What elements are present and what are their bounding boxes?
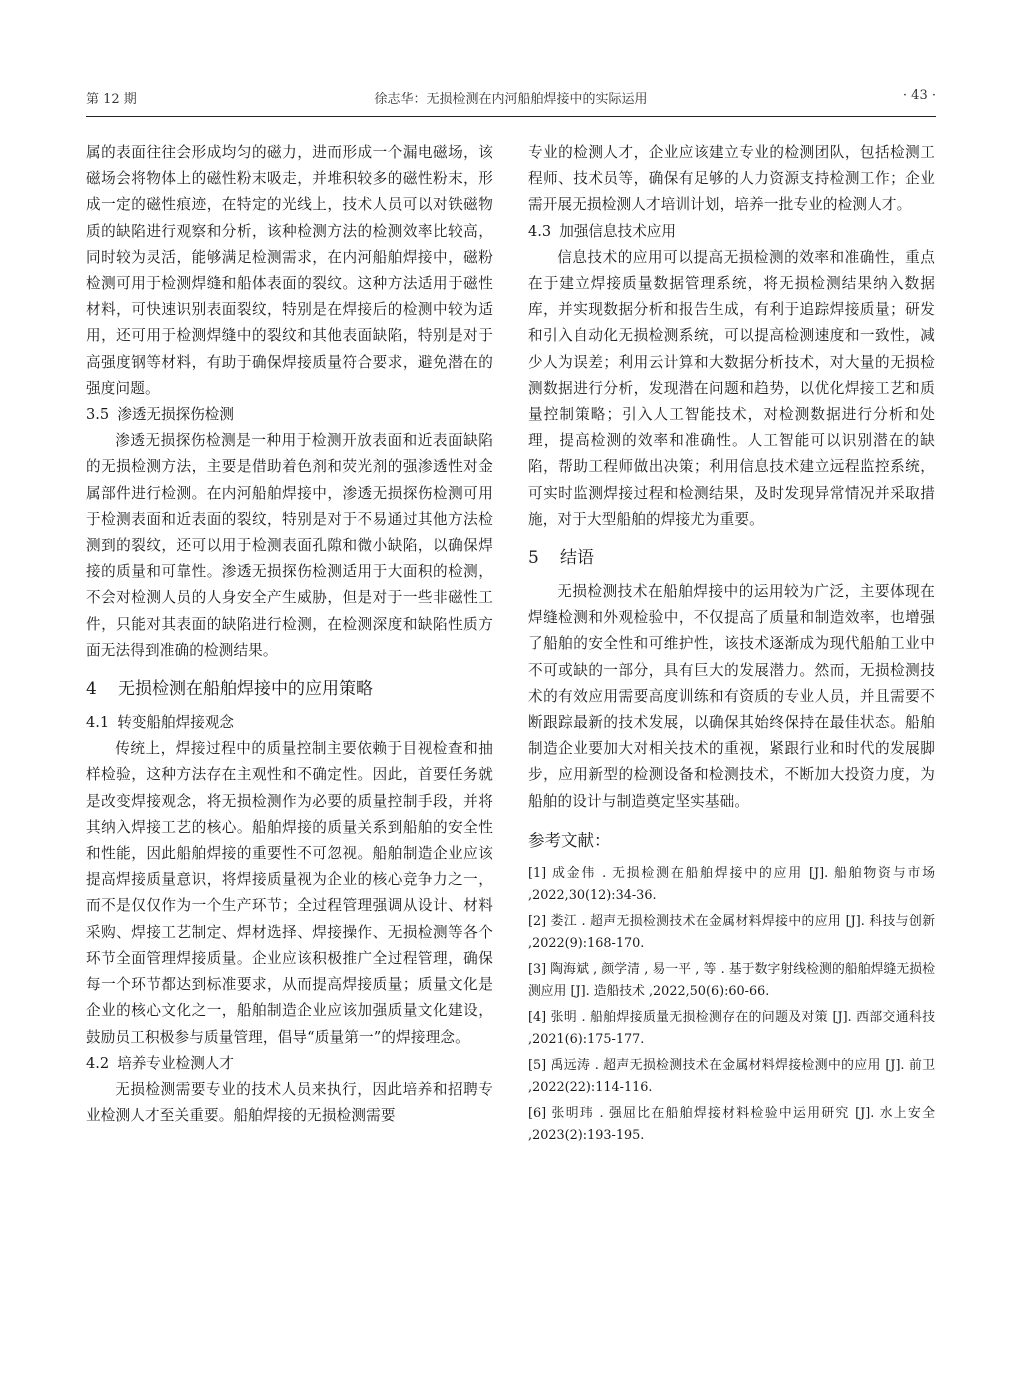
section-number: 4.1 <box>86 714 110 732</box>
section-title: 培养专业检测人才 <box>117 1054 234 1072</box>
section-number: 4.2 <box>86 1054 110 1072</box>
paragraph-penetrant: 渗透无损探伤检测是一种用于检测开放表面和近表面缺陷的无损检测方法，主要是借助着色剂和荧光剂的强渗透性对金属部件进行检测。在内河船舶焊接中，渗透无损探伤检测可用于检测表面和近表面的裂纹，特别是对于不易通过其他方法检测到的裂纹，还可以用于检测表面孔隙和微小缺陷，以确保焊接的质量和可靠性。渗透无损探伤检测适用于大面积的检测，不会对检测人员的人身安全产生威胁，但是对于一些非磁性工件，只能对其表面的缺陷进行检测，在检测深度和缺陷性质方面无法得到准确的检测结果。 <box>86 432 493 659</box>
section-title: 转变船舶焊接观念 <box>117 714 234 732</box>
reference-item: [5] 禹远涛 . 超声无损检测技术在金属材料焊接检测中的应用 [J]. 前卫 ,2022(22):114-116. <box>528 1057 935 1096</box>
section-4-3-heading <box>528 219 935 245</box>
references-heading: 参考文献： <box>528 830 611 850</box>
section-number: 4.3 <box>528 222 552 240</box>
section-number: 3.5 <box>86 406 110 424</box>
reference-item: [2] 娄江 . 超声无损检测技术在金属材料焊接中的应用 [J]. 科技与创新 ,2022(9):168-170. <box>528 913 935 952</box>
paragraph-talent-continued: 专业的检测人才，企业应该建立专业的检测团队，包括检测工程师、技术员等，确保有足够的人力资源支持检测工作；企业需开展无损检测人才培训计划，培养一批专业的检测人才。 <box>528 144 935 214</box>
paragraph-welding-concept: 传统上，焊接过程中的质量控制主要依赖于目视检查和抽样检验，这种方法存在主观性和不确定性。因此，首要任务就是改变焊接观念，将无损检测作为必要的质量控制手段，并将其纳入焊接工艺的核心。船舶焊接的质量关系到船舶的安全性和性能，因此船舶焊接的重要性不可忽视。船舶制造企业应该提高焊接质量意识，将焊接质量视为企业的核心竞争力之一，而不是仅仅作为一个生产环节；全过程管理强调从设计、材料采购、焊接工艺制定、焊材选择、焊接操作、无损检测等各个环节全面管理焊接质量。企业应该积极推广全过程管理，确保每一个环节都达到标准要求，从而提高焊接质量；质量文化是企业的核心文化之一，船舶制造企业应该加强质量文化建设，鼓励员工积极参与质量管理，倡导“质量第一”的焊接理念。 <box>86 740 493 1046</box>
reference-item: [6] 张明玮 . 强屈比在船舶焊接材料检验中运用研究 [J]. 水上安全 ,2023(2):193-195. <box>528 1105 935 1144</box>
paragraph-conclusion: 无损检测技术在船舶焊接中的运用较为广泛，主要体现在焊缝检测和外观检验中，不仅提高了质量和制造效率，也增强了船舶的安全性和可维护性，该技术逐渐成为现代船舶工业中不可或缺的一部分，具有巨大的发展潜力。然而，无损检测技术的有效应用需要高度训练和有资质的专业人员，并且需要不断跟踪最新的技术发展，以确保其始终保持在最佳状态。船舶制造企业要加大对相关技术的重视，紧跟行业和时代的发展脚步，应用新型的检测设备和检测技术，不断加大投资力度，为船舶的设计与制造奠定坚实基础。 <box>528 583 935 810</box>
section-title: 加强信息技术应用 <box>559 222 676 240</box>
section-number: 5 <box>528 548 539 569</box>
paragraph-magnetic-continued: 属的表面往往会形成均匀的磁力，进而形成一个漏电磁场，该磁场会将物体上的磁性粉末吸走，并堆积较多的磁性粉末，形成一定的磁性痕迹，在特定的光线上，技术人员可以对铁磁物质的缺陷进行观察和分析，该种检测方法的检测效率比较高，同时较为灵活，能够满足检测需求，在内河船舶焊接中，磁粉检测可用于检测焊缝和船体表面的裂纹。这种方法适用于磁性材料，可快速识别表面裂纹，特别是在焊接后的检测中较为适用，还可用于检测焊缝中的裂纹和其他表面缺陷，特别是对于高强度钢等材料，有助于确保焊接质量符合要求，避免潜在的强度问题。 <box>86 144 493 397</box>
reference-item: [4] 张明 . 船舶焊接质量无损检测存在的问题及对策 [J]. 西部交通科技 ,2021(6):175-177. <box>528 1009 935 1048</box>
article-running-title: 徐志华：无损检测在内河船舶焊接中的实际运用 <box>374 92 648 107</box>
section-4-heading <box>86 674 493 704</box>
right-column <box>528 140 935 1151</box>
section-title: 渗透无损探伤检测 <box>117 406 234 424</box>
section-4-1-heading <box>86 710 493 736</box>
section-title: 无损检测在船舶焊接中的应用策略 <box>118 679 373 700</box>
section-4-2-heading <box>86 1051 493 1077</box>
running-header <box>86 88 936 110</box>
paragraph-talent-start: 无损检测需要专业的技术人员来执行，因此培养和招聘专业检测人才至关重要。船舶焊接的无损检测需要 <box>86 1080 493 1125</box>
issue-number: 第 12 期 <box>86 92 137 107</box>
section-title: 结语 <box>560 548 594 569</box>
reference-item: [3] 陶海斌 , 颜学清 , 易一平 , 等 . 基于数字射线检测的船舶焊缝无损检测应用 [J]. 造船技术 ,2022,50(6):60-66. <box>528 961 935 1000</box>
page-number: · 43 · <box>902 88 936 103</box>
section-number: 4 <box>86 679 97 700</box>
reference-item: [1] 成金伟 . 无损检测在船舶焊接中的应用 [J]. 船舶物资与市场 ,2022,30(12):34-36. <box>528 865 935 904</box>
left-column <box>86 140 493 1129</box>
section-5-heading <box>528 543 935 573</box>
header-rule <box>86 116 936 117</box>
paragraph-information-technology: 信息技术的应用可以提高无损检测的效率和准确性，重点在于建立焊接质量数据管理系统，将无损检测结果纳入数据库，并实现数据分析和报告生成，有利于追踪焊接质量；研发和引入自动化无损检测系统，可以提高检测速度和一致性，减少人为误差；利用云计算和大数据分析技术，对大量的无损检测数据进行分析，发现潜在问题和趋势，以优化焊接工艺和质量控制策略；引入人工智能技术，对检测数据进行分析和处理，提高检测的效率和准确性。人工智能可以识别潜在的缺陷，帮助工程师做出决策；利用信息技术建立远程监控系统，可实时监测焊接过程和检测结果，及时发现异常情况并采取措施，对于大型船舶的焊接尤为重要。 <box>528 248 935 528</box>
references-list <box>528 863 935 1148</box>
section-3-5-heading <box>86 402 493 428</box>
